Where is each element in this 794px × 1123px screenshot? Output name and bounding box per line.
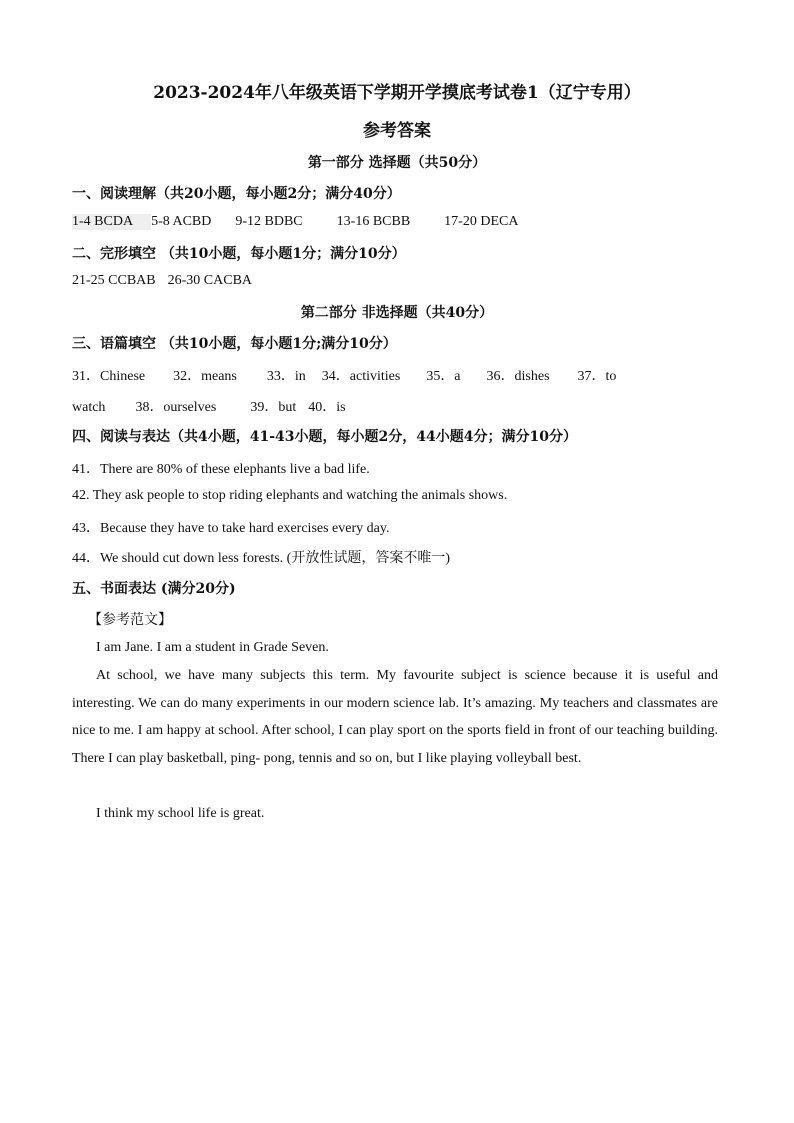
section-3-answers-line-1 bbox=[72, 365, 616, 385]
answer-group: 5-8 ACBD bbox=[151, 214, 212, 229]
part-two-title: 第二部分 非选择题（共40分） bbox=[300, 305, 494, 321]
answer-item: 32．means bbox=[173, 369, 237, 384]
section-1-heading: 一、阅读理解（共20小题，每小题2分；满分40分） bbox=[72, 186, 401, 202]
section-1-answers bbox=[72, 214, 518, 230]
answer-group: 13-16 BCBB bbox=[336, 214, 411, 229]
part-one-title: 第一部分 选择题（共50分） bbox=[307, 155, 487, 171]
answer-group: 1-4 BCDA bbox=[72, 214, 151, 230]
answer-44: 44．We should cut down less forests. (开放性试题，答案不唯一) bbox=[72, 551, 451, 566]
answer-item: 31．Chinese bbox=[72, 369, 146, 384]
answer-item: 39．but bbox=[250, 400, 297, 415]
section-2-answers bbox=[72, 273, 252, 289]
answer-group: 17-20 DECA bbox=[444, 214, 519, 229]
essay-paragraph-3: I think my school life is great. bbox=[96, 806, 265, 821]
answer-item: 38．ourselves bbox=[135, 400, 217, 415]
answer-42: 42. They ask people to stop riding elephants and watching the animals shows. bbox=[72, 488, 508, 503]
answer-item: 33．in bbox=[266, 369, 306, 384]
section-3-answers-line-2 bbox=[72, 396, 346, 416]
answer-item: watch bbox=[72, 400, 106, 415]
answer-group: 26-30 CACBA bbox=[167, 273, 253, 288]
answer-41: 41．There are 80% of these elephants live a bad life. bbox=[72, 462, 370, 477]
answer-group: 21-25 CCBAB bbox=[72, 273, 156, 288]
section-2-heading: 二、完形填空 （共10小题，每小题1分；满分10分） bbox=[72, 246, 406, 262]
answer-item: 36．dishes bbox=[486, 369, 550, 384]
section-4-heading: 四、阅读与表达（共4小题，41-43小题，每小题2分，44小题4分；满分10分） bbox=[72, 429, 577, 445]
essay-paragraph-2: At school, we have many subjects this term. My favourite subject is science because it is useful and interesting. We can do many experiments in our modern science lab. It’s amazing. My teachers and classmates are nice to me. I am happy at school. After school, I can play sport on the sports field in front of our teaching building. There I can play basketball, ping- pong, tennis and so on, but I like playing volleyball best. bbox=[72, 668, 718, 766]
essay-paragraph-1: I am Jane. I am a student in Grade Seven. bbox=[96, 640, 329, 655]
section-5-heading: 五、书面表达 (满分20分) bbox=[72, 581, 236, 597]
section-3-heading: 三、语篇填空 （共10小题，每小题1分;满分10分） bbox=[72, 336, 397, 352]
answer-item: 34．activities bbox=[321, 369, 401, 384]
answer-item: 37．to bbox=[577, 369, 617, 384]
document-title: 2023-2024年八年级英语下学期开学摸底考试卷1（辽宁专用） bbox=[153, 83, 641, 103]
answer-item: 40．is bbox=[308, 400, 346, 415]
answer-item: 35．a bbox=[426, 369, 461, 384]
answer-43: 43．Because they have to take hard exercises every day. bbox=[72, 521, 390, 536]
sample-essay-label: 【参考范文】 bbox=[88, 612, 172, 628]
document-subtitle: 参考答案 bbox=[363, 121, 431, 141]
answer-group: 9-12 BDBC bbox=[235, 214, 303, 229]
